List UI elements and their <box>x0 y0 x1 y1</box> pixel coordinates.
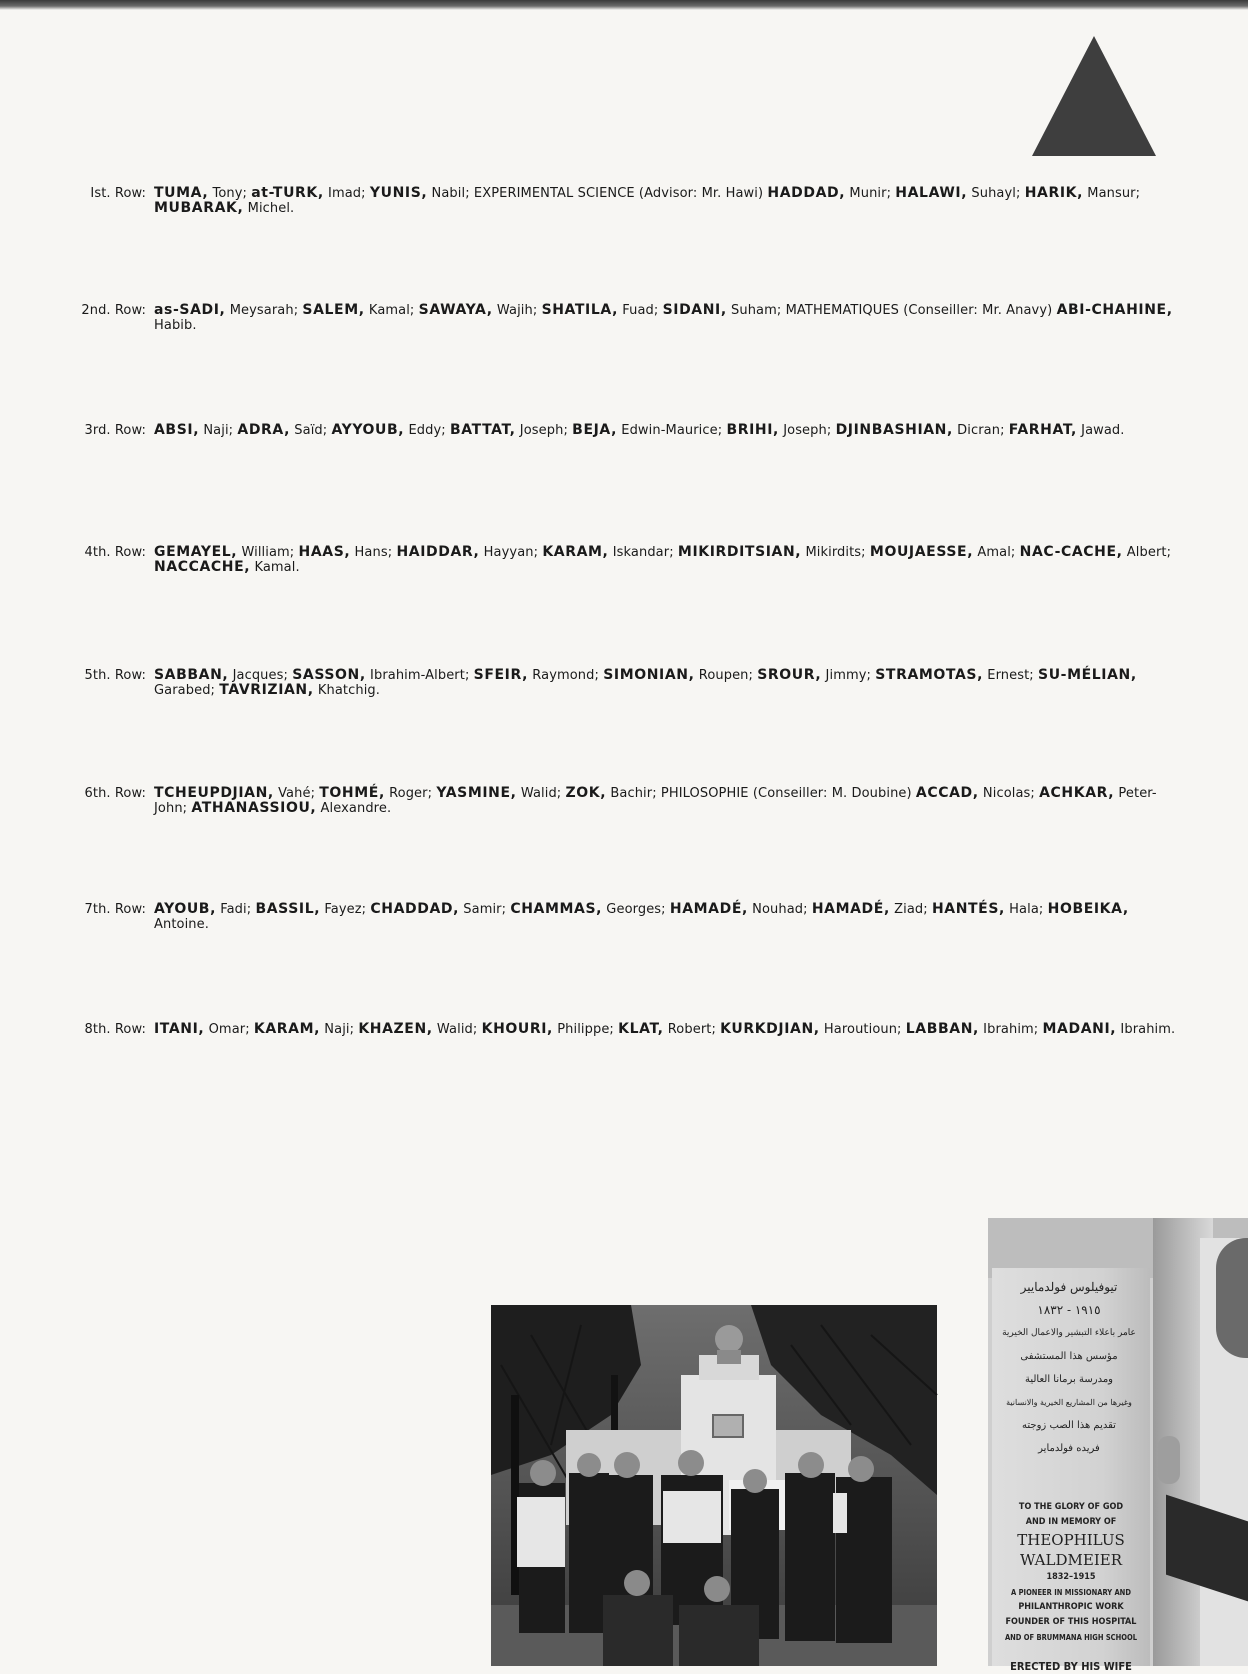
given-name: Edwin-Maurice; <box>617 423 727 438</box>
surname: KHOURI, <box>481 1021 553 1037</box>
given-name: Robert; <box>663 1022 721 1037</box>
surname: SIDANI, <box>662 302 727 318</box>
given-name: Haroutioun; <box>819 1022 906 1037</box>
given-name: Ibrahim-Albert; <box>365 668 474 683</box>
surname: ACCAD, <box>915 785 979 801</box>
given-name: Dicran; <box>952 423 1009 438</box>
surname: TAVRIZIAN, <box>219 682 314 698</box>
given-name: Naji; <box>199 423 238 438</box>
given-name: Raymond; <box>528 668 604 683</box>
surname: NACCACHE, <box>154 559 251 575</box>
surname: MIKIRDITSIAN, <box>677 544 802 560</box>
surname: HAMADÉ, <box>669 901 748 917</box>
surname: NAC-CACHE, <box>1019 544 1123 560</box>
surname: KURKDJIAN, <box>720 1021 820 1037</box>
given-name: Nouhad; <box>747 902 812 917</box>
surname: LABBAN, <box>905 1021 979 1037</box>
given-name: Mikirdits; <box>801 545 870 560</box>
row-names <box>154 668 1180 698</box>
given-name: William; <box>237 545 299 560</box>
surname: HOBEIKA, <box>1047 901 1129 917</box>
plaque-photograph <box>988 1218 1248 1673</box>
row-names <box>154 902 1180 932</box>
given-name: Ibrahim; <box>978 1022 1043 1037</box>
surname: BATTAT, <box>449 422 516 438</box>
given-name: Ziad; <box>889 902 932 917</box>
given-name: Omar; <box>204 1022 254 1037</box>
given-name: Meysarah; <box>225 303 303 318</box>
row-label: 7th. Row: <box>84 902 146 917</box>
surname: KARAM, <box>542 544 609 560</box>
caption-row <box>60 668 1190 698</box>
surname: MADANI, <box>1042 1021 1117 1037</box>
given-name: Garabed; <box>154 683 220 698</box>
given-name: Roger; <box>384 786 437 801</box>
top-rule <box>0 0 1248 10</box>
given-name: Alexandre. <box>316 801 392 816</box>
given-name: Jawad. <box>1076 423 1125 438</box>
surname: ADRA, <box>237 422 291 438</box>
given-name: Fadi; <box>216 902 256 917</box>
plaque-arabic-text <box>994 1276 1144 1460</box>
caption-row <box>60 423 1190 438</box>
plaque-name: THEOPHILUS WALDMEIER <box>1017 1531 1125 1569</box>
plaque-line: ERECTED BY HIS WIFE <box>1010 1660 1132 1673</box>
plaque-arabic-line: وغيرها من المشاريع الخيرية والانسانية <box>1006 1398 1132 1407</box>
surname: HARIK, <box>1024 185 1084 201</box>
surname: HAAS, <box>298 544 351 560</box>
given-name: Peter-John; <box>154 786 1157 816</box>
surname: KHAZEN, <box>358 1021 433 1037</box>
plaque-line: FOUNDER OF THIS HOSPITAL <box>1005 1617 1137 1627</box>
given-name: Hans; <box>350 545 397 560</box>
row-label: 6th. Row: <box>84 786 146 801</box>
plaque-arabic-line: فريده فولدماير <box>1038 1443 1100 1454</box>
given-name: Naji; <box>320 1022 359 1037</box>
plaque-arabic-line: تقديم هذا الصب زوجته <box>1022 1420 1116 1431</box>
surname: YUNIS, <box>369 185 428 201</box>
surname: KARAM, <box>253 1021 321 1037</box>
given-name: Georges; <box>602 902 670 917</box>
given-name: Ibrahim. <box>1116 1022 1176 1037</box>
row-label: 5th. Row: <box>84 668 146 683</box>
row-names <box>154 423 1180 438</box>
given-name: Suhayl; <box>967 186 1025 201</box>
row-label: 4th. Row: <box>84 545 146 560</box>
plaque-english-text <box>988 1500 1154 1674</box>
given-name: Hayyan; <box>479 545 543 560</box>
row-names <box>154 303 1180 333</box>
surname: TOHMÉ, <box>319 785 385 801</box>
surname: ATHANASSIOU, <box>191 800 317 816</box>
surname: SHATILA, <box>541 302 619 318</box>
given-name: Kamal; <box>364 303 419 318</box>
surname: BRIHI, <box>726 422 779 438</box>
surname: ABSI, <box>154 422 200 438</box>
surname: BEJA, <box>572 422 618 438</box>
given-name: Suham; MATHEMATIQUES (Conseiller: Mr. Anavy) <box>726 303 1057 318</box>
triangle-emblem <box>1032 36 1156 156</box>
surname: SABBAN, <box>154 667 229 683</box>
surname: ITANI, <box>154 1021 205 1037</box>
surname: SAWAYA, <box>418 302 493 318</box>
plaque-arabic-line: مؤسس هذا المستشفى <box>1020 1351 1118 1362</box>
plaque-line: AND IN MEMORY OF <box>1025 1517 1117 1527</box>
surname: SFEIR, <box>473 667 529 683</box>
given-name: Amal; <box>973 545 1020 560</box>
surname: CHADDAD, <box>370 901 460 917</box>
caption-row <box>60 303 1190 333</box>
surname: HADDAD, <box>767 185 846 201</box>
given-name: Walid; <box>432 1022 482 1037</box>
group-photo-image <box>491 1305 937 1666</box>
plaque-line: AND OF BRUMMANA HIGH SCHOOL <box>1004 1633 1138 1642</box>
surname: DJINBASHIAN, <box>835 422 953 438</box>
given-name: Antoine. <box>154 917 209 932</box>
row-label: 8th. Row: <box>84 1022 146 1037</box>
surname: SIMONIAN, <box>603 667 695 683</box>
row-label: 2nd. Row: <box>81 303 146 318</box>
surname: CHAMMAS, <box>510 901 603 917</box>
surname: BASSIL, <box>255 901 321 917</box>
given-name: Nicolas; <box>978 786 1040 801</box>
surname: ABI-CHAHINE, <box>1056 302 1173 318</box>
given-name: Munir; <box>845 186 896 201</box>
given-name: Hala; <box>1004 902 1048 917</box>
plaque-arabic-line: ١٩١٥ - ١٨٣٢ <box>1037 1303 1101 1317</box>
given-name: Philippe; <box>552 1022 619 1037</box>
caption-row <box>60 186 1190 216</box>
given-name: Iskandar; <box>608 545 678 560</box>
plaque-line: PHILANTHROPIC WORK <box>1018 1602 1124 1612</box>
surname: SASSON, <box>292 667 366 683</box>
row-names <box>154 186 1180 216</box>
surname: STRAMOTAS, <box>875 667 984 683</box>
surname: TCHEUPDJIAN, <box>154 785 274 801</box>
surname: ZOK, <box>565 785 607 801</box>
caption-row <box>60 902 1190 932</box>
surname: MUBARAK, <box>154 200 244 216</box>
given-name: Samir; <box>459 902 511 917</box>
given-name: Jacques; <box>228 668 293 683</box>
caption-row <box>60 786 1190 816</box>
surname: TUMA, <box>154 185 209 201</box>
given-name: Jimmy; <box>821 668 876 683</box>
given-name: Joseph; <box>515 423 573 438</box>
given-name: Imad; <box>323 186 370 201</box>
given-name: Saïd; <box>290 423 332 438</box>
surname: at-TURK, <box>251 185 324 201</box>
row-names <box>154 1022 1180 1037</box>
group-photograph <box>491 1305 937 1666</box>
row-label: Ist. Row: <box>90 186 146 201</box>
surname: AYOUB, <box>154 901 216 917</box>
plaque-years: 1832–1915 <box>1046 1572 1096 1582</box>
given-name: Joseph; <box>778 423 836 438</box>
plaque-line: TO THE GLORY OF GOD <box>1018 1502 1124 1512</box>
caption-row <box>60 545 1190 575</box>
plaque-line: A PIONEER IN MISSIONARY AND <box>1011 1588 1131 1597</box>
plaque-arabic-line: تيوفيلوس فولدمايير <box>1020 1280 1118 1294</box>
row-names <box>154 786 1180 816</box>
row-names <box>154 545 1180 575</box>
given-name: Fuad; <box>618 303 663 318</box>
surname: GEMAYEL, <box>154 544 238 560</box>
surname: SROUR, <box>757 667 822 683</box>
given-name: Eddy; <box>404 423 450 438</box>
surname: YASMINE, <box>436 785 517 801</box>
given-name: Wajih; <box>492 303 542 318</box>
caption-row <box>60 1022 1190 1037</box>
surname: HANTÉS, <box>931 901 1005 917</box>
given-name: Michel. <box>243 201 295 216</box>
given-name: Vahé; <box>273 786 320 801</box>
surname: SALEM, <box>302 302 365 318</box>
row-label: 3rd. Row: <box>84 423 146 438</box>
given-name: Kamal. <box>250 560 300 575</box>
given-name: Albert; <box>1122 545 1172 560</box>
given-name: Mansur; <box>1083 186 1141 201</box>
surname: SU-MÉLIAN, <box>1038 667 1137 683</box>
given-name: Tony; <box>208 186 252 201</box>
plaque-arabic-line: عامر باعلاء التبشير والاعمال الخيرية <box>1002 1328 1136 1338</box>
given-name: Khatchig. <box>313 683 381 698</box>
surname: HAMADÉ, <box>811 901 890 917</box>
given-name: Roupen; <box>694 668 758 683</box>
given-name: Fayez; <box>320 902 371 917</box>
surname: FARHAT, <box>1008 422 1077 438</box>
surname: KLAT, <box>618 1021 664 1037</box>
surname: HALAWI, <box>895 185 968 201</box>
given-name: Ernest; <box>983 668 1039 683</box>
given-name: Bachir; PHILOSOPHIE (Conseiller: M. Doubine) <box>606 786 916 801</box>
surname: AYYOUB, <box>331 422 405 438</box>
surname: ACHKAR, <box>1039 785 1115 801</box>
plaque-arabic-line: ومدرسة برمانا العالية <box>1024 1374 1114 1385</box>
given-name: Walid; <box>516 786 566 801</box>
surname: MOUJAESSE, <box>869 544 974 560</box>
given-name: Nabil; EXPERIMENTAL SCIENCE (Advisor: Mr. Hawi) <box>427 186 768 201</box>
given-name: Habib. <box>154 318 197 333</box>
surname: as-SADI, <box>154 302 226 318</box>
surname: HAIDDAR, <box>396 544 480 560</box>
